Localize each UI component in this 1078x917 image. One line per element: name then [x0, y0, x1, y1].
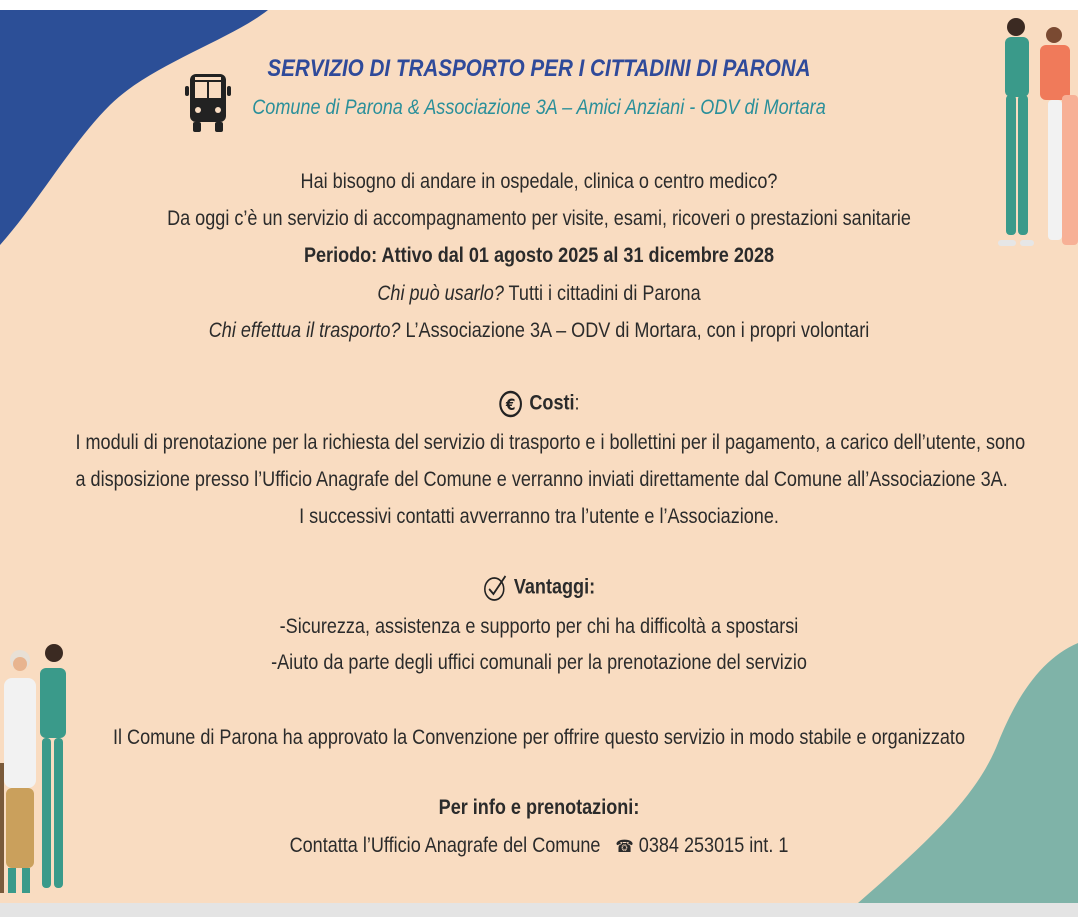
intro-who-line — [75, 282, 1002, 306]
contact-text: Contatta l’Ufficio Anagrafe del Comune — [289, 834, 601, 857]
who-answer: Tutti i cittadini di Parona — [503, 282, 701, 305]
contact-phone: 0384 253015 int. 1 — [638, 834, 789, 857]
check-circle-icon — [483, 573, 507, 603]
advantage-item-1: -Sicurezza, assistenza e supporto per chi ha difficoltà a spostarsi — [279, 615, 799, 638]
costs-line-3: I successivi contatti avverranno tra l’utente e l’Associazione. — [299, 505, 779, 528]
costs-heading: Costi — [529, 391, 575, 415]
intro-period: Periodo: Attivo dal 01 agosto 2025 al 31 dicembre 2028 — [303, 244, 775, 267]
contact-heading: Per info e prenotazioni: — [438, 796, 640, 819]
euro-icon — [498, 390, 522, 418]
contact-line — [75, 834, 1002, 858]
transport-question: Chi effettua il trasporto? — [208, 319, 401, 342]
costs-heading-suffix: : — [574, 391, 580, 415]
costs-heading-row — [75, 390, 1002, 418]
costs-line-1: I moduli di prenotazione per la richiesta del servizio di trasporto e i bollettini per il pagamento, a carico dell’utente, sono — [75, 431, 1026, 454]
approval-text: Il Comune di Parona ha approvato la Convenzione per offrire questo servizio in modo stabile e organizzato — [112, 726, 965, 749]
poster-subtitle: Comune di Parona & Associazione 3A – Amici Anziani - ODV di Mortara — [252, 96, 826, 119]
intro-service: Da oggi c’è un servizio di accompagnamento per visite, esami, ricoveri o prestazioni sanitarie — [167, 207, 911, 230]
phone-icon: ☎ — [615, 837, 634, 857]
costs-line-2: a disposizione presso l’Ufficio Anagrafe del Comune e verranno inviati direttamente dal Comune all’Associazione 3A. — [75, 468, 1008, 491]
poster — [0, 10, 1078, 903]
advantage-item-2: -Aiuto da parte degli uffici comunali per la prenotazione del servizio — [271, 651, 807, 674]
advantages-heading: Vantaggi: — [513, 575, 596, 599]
intro-transport-line — [75, 319, 1002, 343]
advantages-heading-row — [75, 573, 1002, 603]
intro-question: Hai bisogno di andare in ospedale, clinica o centro medico? — [300, 170, 778, 193]
svg-text:€: € — [505, 394, 516, 415]
elderly-care-illustration — [0, 638, 75, 903]
poster-title: SERVIZIO DI TRASPORTO PER I CITTADINI DI PARONA — [267, 55, 811, 82]
teal-blob-decoration — [838, 643, 1078, 903]
bottom-bar — [0, 903, 1078, 917]
who-question: Chi può usarlo? — [377, 282, 504, 305]
transport-answer: L’Associazione 3A – ODV di Mortara, con i propri volontari — [400, 319, 870, 342]
